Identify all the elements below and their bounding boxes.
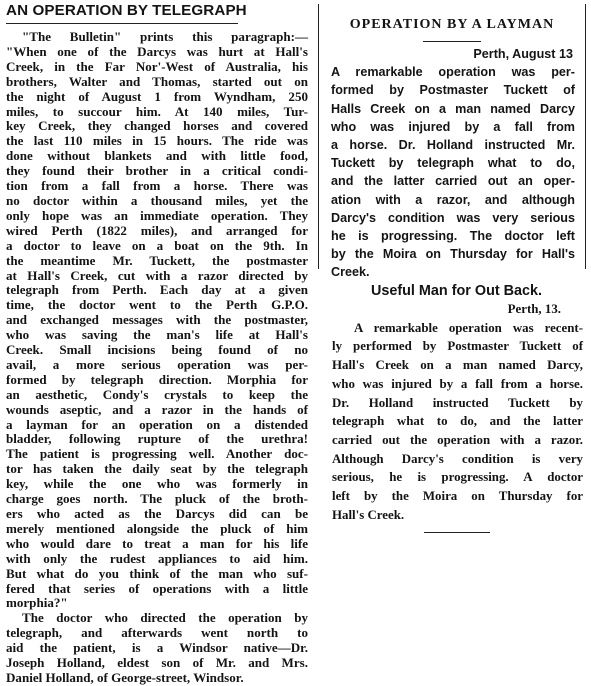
headline-rule [423, 41, 481, 42]
headline: OPERATION BY A LAYMAN [349, 17, 555, 32]
text-line: formed by telegraph direction. Morphia for [6, 371, 308, 387]
text-line: and exchanged messages with the postmaster, [6, 312, 308, 328]
text-line: brothers, Walter and Thomas, started out on [6, 73, 308, 89]
text-line: ly performed by Postmaster Tuckett of [332, 339, 583, 354]
text-line: the night of August 1 from Wyndham, 250 [6, 88, 308, 104]
text-line: carried out the operation with a razor. [332, 432, 583, 447]
text-line: A remarkable operation was recent- [354, 320, 583, 335]
text-line: "The Bulletin" prints this paragraph:— [22, 29, 308, 44]
text-line: who was injured by a fall from [331, 119, 575, 134]
text-line: by the Moira on Thursday for Hall's [331, 247, 575, 262]
text-line: a doctor to leave on a boat on the 9th. In [6, 237, 308, 253]
text-line: fered that series of operations with a little [6, 580, 308, 596]
text-line: Halls Creek on a man named Darcy [331, 101, 575, 116]
text-line: ers who acted as the Darcys did can be [6, 506, 308, 521]
article-body [4, 30, 310, 686]
text-line: a layman for an operation on a distended [6, 416, 308, 432]
text-line: at Hall's Creek, cut with a razor directed by [6, 267, 308, 283]
text-line: an aesthetic, Condy's crystals to keep the [6, 386, 308, 402]
text-line: who was saving the man's life at Hall's [6, 327, 308, 343]
text-line: tor has taken the daily seat by the telegraph [6, 461, 308, 477]
text-line: Creek. Small incisions being found of no [6, 342, 308, 358]
text-line: Tuckett by telegraph what to do, [331, 156, 575, 171]
article-paragraph [6, 611, 308, 686]
text-line: tion from a fall from a horse. There was [6, 178, 308, 194]
clipping-bulletin [4, 0, 310, 685]
text-line: But what do you think of the man who suf- [6, 565, 308, 581]
dateline: Perth, 13. [507, 302, 561, 316]
text-line: the last 110 miles in 15 hours. The ride was [6, 133, 308, 149]
text-line: formed by Postmaster Tuckett of [331, 83, 575, 98]
text-line: telegraph, and afterwards went north to [6, 625, 308, 641]
text-line: left by the Moira on Thursday for [332, 489, 583, 504]
text-line: time, the doctor went to the Perth G.P.O. [6, 297, 308, 313]
text-line: key Creek, they changed horses and covered [6, 118, 308, 134]
text-line: Hall's Creek. [332, 507, 405, 522]
text-line: the meantime Mr. Tuckett, the postmaster [6, 252, 308, 268]
text-line: merely mentioned alongside the pluck of him [6, 520, 308, 536]
article-paragraph [331, 63, 575, 281]
text-line: A remarkable operation was per- [331, 65, 575, 80]
text-line: who was injured by a fall from a horse. [332, 376, 583, 391]
dateline: Perth, August 13 [473, 47, 573, 61]
text-line: telegraph from Perth. Each day at a given [6, 282, 308, 298]
text-line: aid the patient, is a Windsor native—Dr. [6, 640, 308, 656]
text-line: no doctor within a thousand miles, yet the [6, 192, 308, 208]
text-line: The doctor who directed the operation by [22, 610, 308, 626]
clipping-layman [318, 4, 586, 280]
text-line: charge goes north. The pluck of the broth- [6, 491, 308, 507]
article-body [319, 45, 585, 282]
clipping-useful-man [324, 283, 589, 533]
text-line: wired Perth (1822 miles), and arranged for [6, 222, 308, 238]
text-line: key, while the one who was formerly in [6, 476, 308, 492]
text-line: serious, he is progressing. A doctor [332, 470, 583, 485]
text-line: only hope was an immediate operation. They [6, 207, 308, 223]
text-line: Creek. [331, 265, 370, 280]
text-line: Joseph Holland, eldest son of Mr. and Mrs. [6, 655, 308, 671]
text-line: with only the rudest appliances to aid him. [6, 550, 308, 566]
end-rule [424, 532, 490, 533]
text-line: avail, a more serious operation was per- [6, 356, 308, 372]
text-line: Daniel Holland, of George-street, Windsor. [6, 669, 244, 685]
article-paragraph [332, 319, 583, 525]
text-line: bladder, following rupture of the urethra! [6, 431, 308, 447]
text-line: they found their brother in a critical condi- [6, 163, 308, 179]
text-line: morphia?" [6, 595, 68, 611]
text-line: and the latter carried out an oper- [331, 174, 575, 189]
headline-rule [6, 23, 238, 24]
headline: AN OPERATION BY TELEGRAPH [6, 2, 247, 19]
text-line: Hall's Creek on a man named Darcy, [332, 358, 583, 373]
text-line: telegraph what to do, and the latter [332, 414, 583, 429]
text-line: Although Darcy's condition is very [332, 451, 583, 466]
text-line: wounds aseptic, and a razor in the hands of [6, 401, 308, 417]
text-line: who would dare to treat a man for his life [6, 535, 308, 551]
text-line: Creek, in the Far Nor'-West of Australia, his [6, 58, 308, 74]
headline: Useful Man for Out Back. [370, 283, 543, 299]
text-line: miles, to succour him. At 140 miles, Tur- [6, 103, 308, 119]
text-line: "When one of the Darcys was hurt at Hall's [6, 43, 308, 59]
text-line: The patient is progressing well. Another doc- [6, 446, 308, 462]
text-line: he is progressing. The doctor left [331, 229, 575, 244]
text-line: Dr. Holland instructed Tuckett by [332, 395, 583, 410]
text-line: Darcy's condition was very serious [331, 210, 575, 225]
article-paragraph [6, 30, 308, 611]
text-line: ation with a razor, and although [331, 192, 575, 207]
article-body [324, 300, 589, 524]
text-line: done without blankets and with little food, [6, 148, 308, 164]
text-line: a horse. Dr. Holland instructed Mr. [331, 138, 575, 153]
